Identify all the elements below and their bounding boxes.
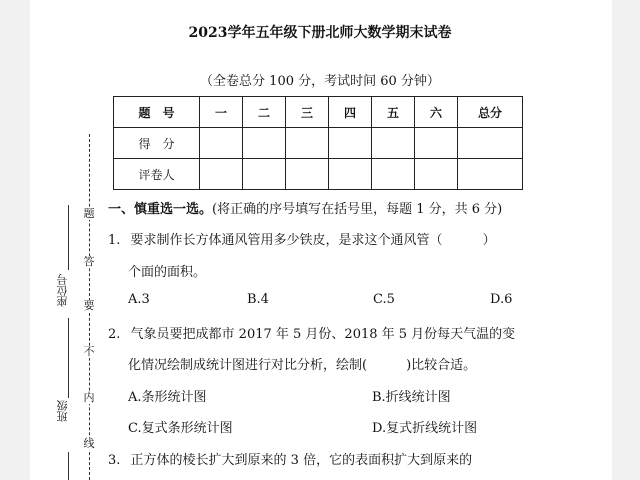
option-c[interactable]: C.5 [373, 292, 395, 307]
score-cell[interactable] [243, 128, 286, 159]
exam-subtitle: （全卷总分 100 分，考试时间 60 分钟） [200, 74, 440, 89]
score-cell[interactable] [286, 128, 329, 159]
header-cell: 六 [415, 97, 458, 128]
score-cell[interactable] [415, 128, 458, 159]
question-3 [108, 449, 472, 468]
question-text-cont: 化情况绘制成统计图进行对比分析，绘制( )比较合适。 [128, 358, 477, 373]
question-text: 气象员要把成都市 2017 年 5 月份、2018 年 5 月份每天气温的变 [130, 327, 516, 342]
score-table [113, 96, 523, 190]
header-cell: 五 [372, 97, 415, 128]
grader-cell[interactable] [286, 159, 329, 190]
row-label: 得 分 [114, 128, 200, 159]
option-d[interactable]: D.复式折线统计图 [372, 421, 478, 436]
score-cell[interactable] [458, 128, 523, 159]
header-cell: 二 [243, 97, 286, 128]
header-cell: 总分 [458, 97, 523, 128]
option-b[interactable]: B.4 [247, 292, 269, 307]
grader-cell[interactable] [458, 159, 523, 190]
class-label: 班级 [56, 400, 69, 422]
option-b[interactable]: B.折线统计图 [372, 390, 451, 405]
question-number: 2. [108, 327, 121, 342]
question-text: 正方体的棱长扩大到原来的 3 倍，它的表面积扩大到原来的 [130, 453, 473, 468]
binding-char: 答 [83, 255, 95, 268]
binding-char: 线 [83, 437, 95, 450]
header-cell: 四 [329, 97, 372, 128]
header-cell: 题 号 [114, 97, 200, 128]
binding-char: 要 [83, 299, 95, 312]
section-1-heading [108, 198, 502, 217]
question-2 [108, 323, 515, 342]
header-cell: 三 [286, 97, 329, 128]
score-table-header-row [114, 97, 523, 128]
seat-number-label: 座位号 [56, 274, 69, 307]
seat-number-blank[interactable] [68, 205, 69, 270]
grader-cell[interactable] [415, 159, 458, 190]
row-label: 评卷人 [114, 159, 200, 190]
option-d[interactable]: D.6 [490, 292, 513, 307]
question-text-cont: 个面的面积。 [128, 265, 207, 280]
grader-cell[interactable] [372, 159, 415, 190]
binding-char: 不 [83, 345, 95, 358]
question-1 [108, 229, 496, 248]
section-heading-bold: 一、慎重选一选。 [108, 202, 213, 217]
binding-char: 题 [83, 207, 95, 220]
question-paren-close: ） [482, 233, 496, 248]
binding-char: 内 [83, 391, 95, 404]
score-row [114, 128, 523, 159]
grader-cell[interactable] [200, 159, 243, 190]
question-number: 3. [108, 453, 121, 468]
option-a[interactable]: A.条形统计图 [128, 390, 207, 405]
section-heading-instructions: (将正确的序号填写在括号里，每题 1 分，共 6 分) [212, 202, 503, 217]
option-c[interactable]: C.复式条形统计图 [128, 421, 233, 436]
score-cell[interactable] [329, 128, 372, 159]
grader-cell[interactable] [329, 159, 372, 190]
question-text: 要求制作长方体通风管用多少铁皮，是求这个通风管（ [130, 233, 443, 248]
option-a[interactable]: A.3 [128, 292, 150, 307]
class-blank[interactable] [68, 318, 69, 398]
grader-row [114, 159, 523, 190]
header-cell: 一 [200, 97, 243, 128]
score-cell[interactable] [200, 128, 243, 159]
grader-cell[interactable] [243, 159, 286, 190]
exam-title: 2023学年五年级下册北师大数学期末试卷 [188, 25, 452, 41]
name-blank[interactable] [68, 452, 69, 480]
question-number: 1. [108, 233, 121, 248]
score-cell[interactable] [372, 128, 415, 159]
